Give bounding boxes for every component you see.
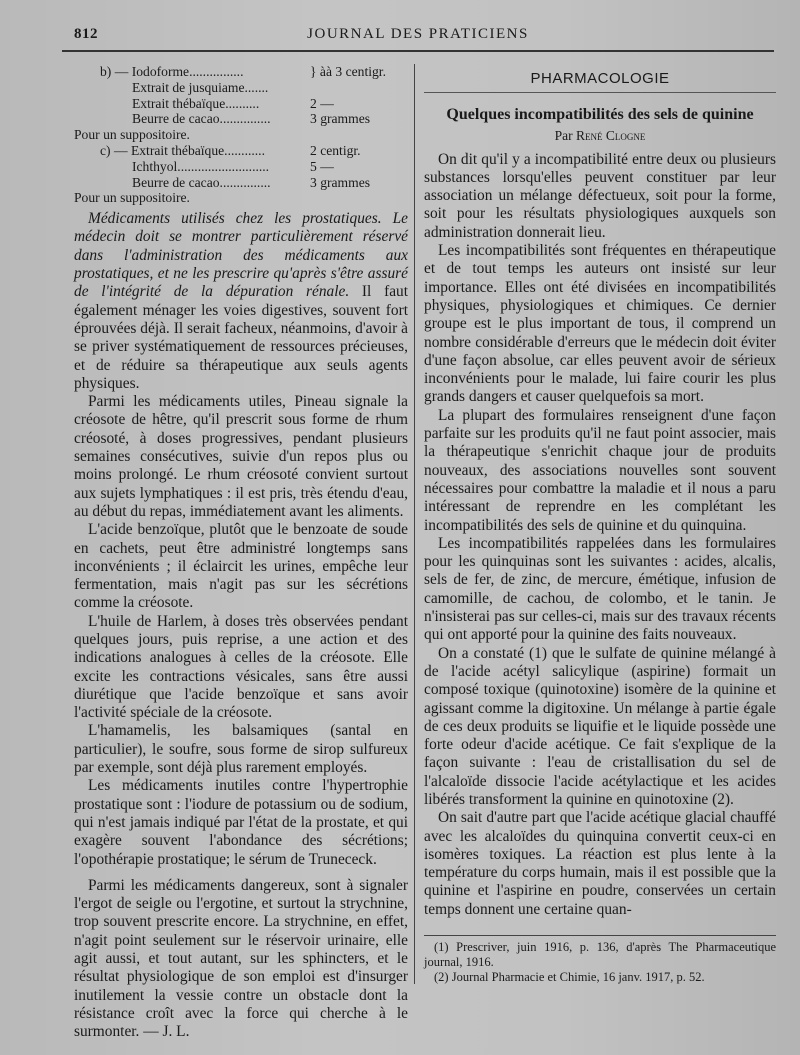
- footnotes: [424, 935, 776, 985]
- paragraph: On sait d'autre part que l'acide acétique glacial chauffé avec les alcaloïdes du quinquina convertit ceux-ci en isomères toxiques. La réaction est plus lente à la température du corps humain, mais il est possible que la quinine et l'aspirine en poudre, conservées un certain temps donnent une certaine quan-: [424, 809, 776, 918]
- paragraph: Parmi les médicaments utiles, Pineau signale la créosote de hêtre, qu'il prescrit sous forme de rhum créosoté, à doses progressives, pendant plusieurs semaines consécutives, suivie d'un repos plus ou moins prolongé. Le rhum créosoté convient surtout aux sujets lymphatiques : il est pris, très étendu d'eau, au début du repas, immédiatement avant les aliments.: [74, 393, 408, 520]
- formula-c: [74, 143, 408, 206]
- paragraph: L'huile de Harlem, à doses très observées pendant quelques jours, puis reprise, a une action et des indications analogues à celles de la créosote. Elle excite les contractions vésicales, sans être aussi diurétique que l'acide benzoïque et sans avoir l'activité spéciale de la créosote.: [74, 612, 408, 722]
- formula-quantity: 2 centigr.: [310, 142, 361, 158]
- formula-quantity: 5 —: [310, 158, 334, 174]
- page-header: [62, 26, 774, 52]
- formula-ingredient: c) — Extrait thébaïque............: [100, 142, 265, 158]
- author-name: René Clogne: [576, 128, 646, 144]
- formula-row: [74, 111, 408, 127]
- paragraph: On dit qu'il y a incompatibilité entre deux ou plusieurs substances lorsqu'elles peuvent constituer par leur association un mélange défectueux, soit pour la forme, soit pour les résultats physiologiques auxquels son administration donnerait lieu.: [424, 150, 776, 241]
- formula-b: [74, 64, 408, 143]
- paragraph: L'acide benzoïque, plutôt que le benzoate de soude en cachets, peut être administré longtemps sans inconvénients ; il éclaircit les urines, empêche leur fermentation, mais n'agit pas sur les sécrétions comme la créosote.: [74, 521, 408, 612]
- page-number: 812: [74, 26, 98, 42]
- formula-quantity: [310, 80, 408, 96]
- author-prefix: Par: [554, 128, 576, 144]
- paragraph: Parmi les médicaments dangereux, sont à signaler l'ergot de seigle ou l'ergotine, et surtout la strychnine, trop souvent prescrite encore. La strychnine, en effet, n'agit point seulement sur le réservoir urinaire, elle agit aussi, et tout autant, sur les sphincters, et le résultat physiologique de son emploi est d'insurger inutilement la vessie contre un obstacle dont la résistance croît avec la force qui cherche à le surmonter. — J. L.: [74, 876, 408, 1041]
- formula-ingredient: Extrait thébaïque..........: [132, 95, 260, 111]
- formula-row: [74, 80, 408, 96]
- column-divider: [414, 64, 415, 984]
- paragraph: Les incompatibilités sont fréquentes en thérapeutique et de tout temps les auteurs ont insisté sur leur importance. Elles ont été divisées en incompatibilités physiques, physiologiques et chimiques. Ce dernier groupe est le plus important de tous, il comprend un nombre considérable d'erreurs que le médecin doit éviter d'une façon absolue, car elles peuvent avoir de sérieux inconvénients pour le malade, lui faire courir les plus grands dangers et causer quelquefois sa mort.: [424, 242, 776, 406]
- footnote: (2) Journal Pharmacie et Chimie, 16 janv. 1917, p. 52.: [434, 970, 705, 984]
- formula-ingredient: b) — Iodoforme................: [100, 64, 244, 79]
- paragraph: Les médicaments inutiles contre l'hypertrophie prostatique sont : l'iodure de potassium ou de sodium, qui n'est jamais indiqué par l'état de la prostate, et qui exagère souvent l'abondance des sécrétions; l'opothérapie prostatique; le sérum de Trunececk.: [74, 777, 408, 868]
- formula-ingredient: Beurre de cacao...............: [132, 111, 271, 127]
- formula-ingredient: Ichthyol...........................: [132, 158, 270, 174]
- footnote: (1) Prescriver, juin 1916, p. 136, d'après The Pharmaceutique journal, 1916.: [424, 940, 776, 969]
- formula-quantity: 2 —: [310, 95, 334, 111]
- formula-note: Pour un suppositoire.: [74, 190, 190, 206]
- formula-ingredient: Extrait de jusquiame.......: [132, 79, 269, 95]
- paragraph: Les incompatibilités rappelées dans les formulaires pour les quinquinas sont les suivantes : acides, alcalis, sels de fer, de zinc, de mercure, émétique, infusion de camomille, de cachou, de colombo, et le tanin. Je n'insisterai pas sur celles-ci, mais sur des travaux récents qui ont apporté pour la quinine des faits nouveaux.: [424, 534, 776, 644]
- paragraph: L'hamamelis, les balsamiques (santal en particulier), le soufre, sous forme de sirop sulfureux par exemple, sont déjà plus rarement employés.: [74, 722, 408, 777]
- left-column: [74, 64, 408, 1042]
- right-column: [424, 64, 776, 919]
- paragraph-text: Il faut également ménager les voies digestives, souvent fort éprouvées déjà. Il serait facheux, néanmoins, d'avoir à se priver systématiquement de ressources précieuses, et de réduire sa thérapeutique aux seuls agents physiques.: [74, 283, 409, 392]
- formula-quantity: 3 grammes: [310, 174, 371, 190]
- section-title: PHARMACOLOGIE: [424, 70, 776, 93]
- article-title: Quelques incompatibilités des sels de quinine: [446, 106, 754, 124]
- formula-row: [74, 96, 408, 112]
- article-author: [424, 127, 776, 145]
- italic-lead: Médicaments utilisés chez les prostatiques. Le médecin doit se montrer particulièrement réservé dans l'administration des médicaments aux prostatiques, et ne les prescrire qu'après s'être assuré de l'intégrité de la dépuration rénale.: [74, 210, 408, 301]
- formula-ingredient: Beurre de cacao...............: [132, 174, 271, 190]
- formula-row: [74, 175, 408, 191]
- formula-quantity: } àà 3 centigr.: [310, 64, 386, 79]
- formula-quantity: 3 grammes: [310, 111, 371, 127]
- formula-row: [74, 64, 408, 80]
- paragraph: La plupart des formulaires renseignent d'une façon parfaite sur les produits qu'il ne faut point associer, mais la thérapeutique s'enrichit chaque jour de produits nouveaux, des associations nouvelles sont souvent nécessaires pour combattre la maladie et il nous a paru intéressant de reprendre en les complétant les incompatibilités des sels de quinine et du quinquina.: [424, 406, 776, 534]
- formula-row: [74, 143, 408, 159]
- paragraph: [74, 210, 408, 393]
- paragraph: On a constaté (1) que le sulfate de quinine mélangé à de l'acide acétyl salicylique (aspirine) formait un composé toxique (quinotoxine) isomère de la quinine et agissant comme la digitoxine. Un mélange à partie égale de ces deux produits se liquifie et le liquide possède une forte odeur d'acide acétique. Ce fait s'explique de la façon suivante : l'eau de cristallisation du sel de l'alcaloïde dissocie l'acide acétylactique et les acides libérés transforment la quinine en quinotoxine (2).: [424, 644, 776, 808]
- formula-row: [74, 159, 408, 175]
- journal-title: JOURNAL DES PRATICIENS: [307, 26, 529, 42]
- formula-note: Pour un suppositoire.: [74, 127, 190, 143]
